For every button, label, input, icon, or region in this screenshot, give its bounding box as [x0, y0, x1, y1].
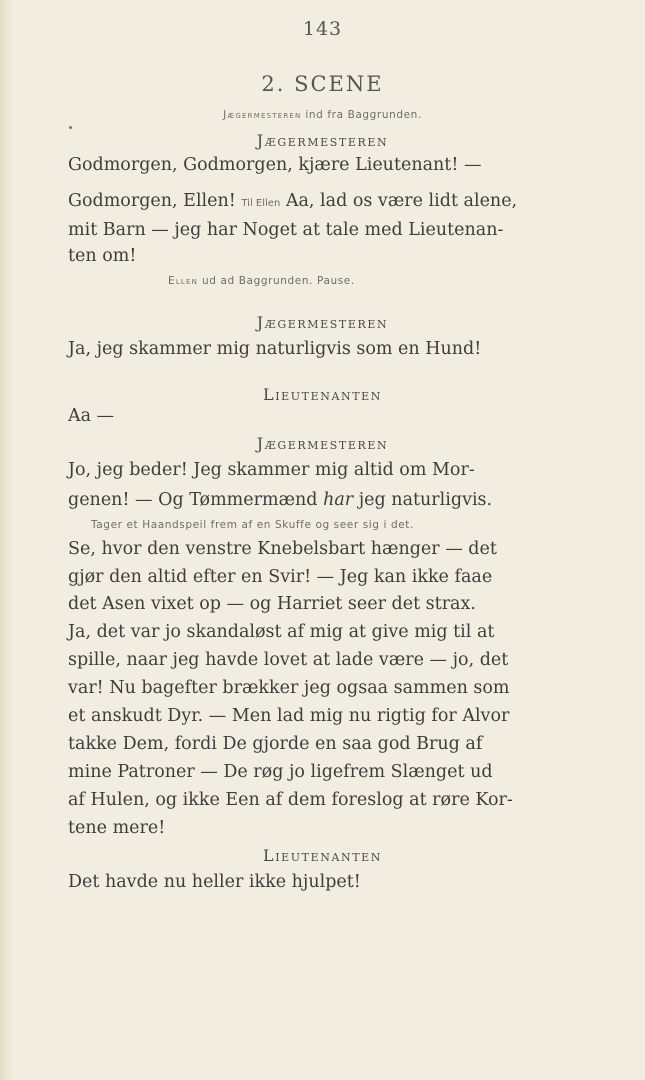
page-gutter-shadow — [0, 0, 14, 1080]
stage-direction-text: ud ad Baggrunden. Pause. — [202, 275, 355, 287]
stage-direction-entrance — [0, 109, 645, 121]
speech-line: spille, naar jeg havde lovet at lade være — jo, det — [68, 650, 509, 670]
speech-line: Det havde nu heller ikke hjulpet! — [68, 872, 361, 892]
speech-line — [68, 490, 492, 510]
speech-line: Jo, jeg beder! Jeg skammer mig altid om Mor- — [68, 460, 475, 480]
speaker-heading: Lieutenanten — [262, 385, 383, 404]
speech-line: mine Patroner — De røg jo ligefrem Slænget ud — [68, 762, 493, 782]
speech-line: af Hulen, og ikke Een af dem foreslog at røre Kor- — [68, 790, 513, 810]
page-number: 143 — [302, 18, 343, 40]
speech-fragment: Godmorgen, Ellen! — [68, 191, 236, 211]
speech-line: gjør den altid efter en Svir! — Jeg kan ikke faae — [68, 567, 493, 587]
speech-line: mit Barn — jeg har Noget at tale med Lieutenan- — [68, 220, 504, 240]
stage-direction-speaker: Jægermesteren — [223, 109, 302, 121]
speech-line: Ja, jeg skammer mig naturligvis som en Hund! — [68, 339, 482, 359]
speech-line: Godmorgen, Godmorgen, kjære Lieutenant! — — [68, 155, 482, 175]
stage-direction-text: ind fra Baggrunden. — [305, 109, 422, 121]
speech-line: et anskudt Dyr. — Men lad mig nu rigtig for Alvor — [68, 706, 510, 726]
stage-direction-exit — [168, 275, 355, 287]
speech-line: Ja, det var jo skandaløst af mig at give mig til at — [68, 622, 495, 642]
speaker-heading: Jægermesteren — [256, 434, 389, 453]
speech-fragment: genen! — Og Tømmermænd — [68, 490, 318, 510]
stage-direction-speaker: Ellen — [168, 275, 199, 287]
speech-line: Aa — — [68, 406, 115, 426]
ink-speck — [69, 126, 72, 129]
speaker-heading: Lieutenanten — [262, 846, 383, 865]
speech-line: ten om! — [68, 246, 137, 266]
speech-line: tene mere! — [68, 818, 166, 838]
speaker-heading: Jægermesteren — [256, 131, 389, 150]
speaker-heading: Jægermesteren — [256, 313, 389, 332]
speech-fragment: jeg naturligvis. — [358, 490, 493, 510]
speech-emphasis: har — [323, 490, 354, 510]
speech-line — [68, 191, 517, 211]
inline-stage-direction: Til Ellen — [241, 198, 281, 209]
speech-line: takke Dem, fordi De gjorde en saa god Brug af — [68, 734, 483, 754]
speech-line: var! Nu bagefter brækker jeg ogsaa sammen som — [68, 678, 510, 698]
stage-direction-action: Tager et Haandspeil frem af en Skuffe og seer sig i det. — [91, 519, 414, 531]
speech-fragment: Aa, lad os være lidt alene, — [285, 191, 518, 211]
speech-line: det Asen vixet op — og Harriet seer det strax. — [68, 594, 476, 614]
scene-title: 2. SCENE — [261, 72, 384, 96]
speech-line: Se, hvor den venstre Knebelsbart hænger — det — [68, 539, 497, 559]
